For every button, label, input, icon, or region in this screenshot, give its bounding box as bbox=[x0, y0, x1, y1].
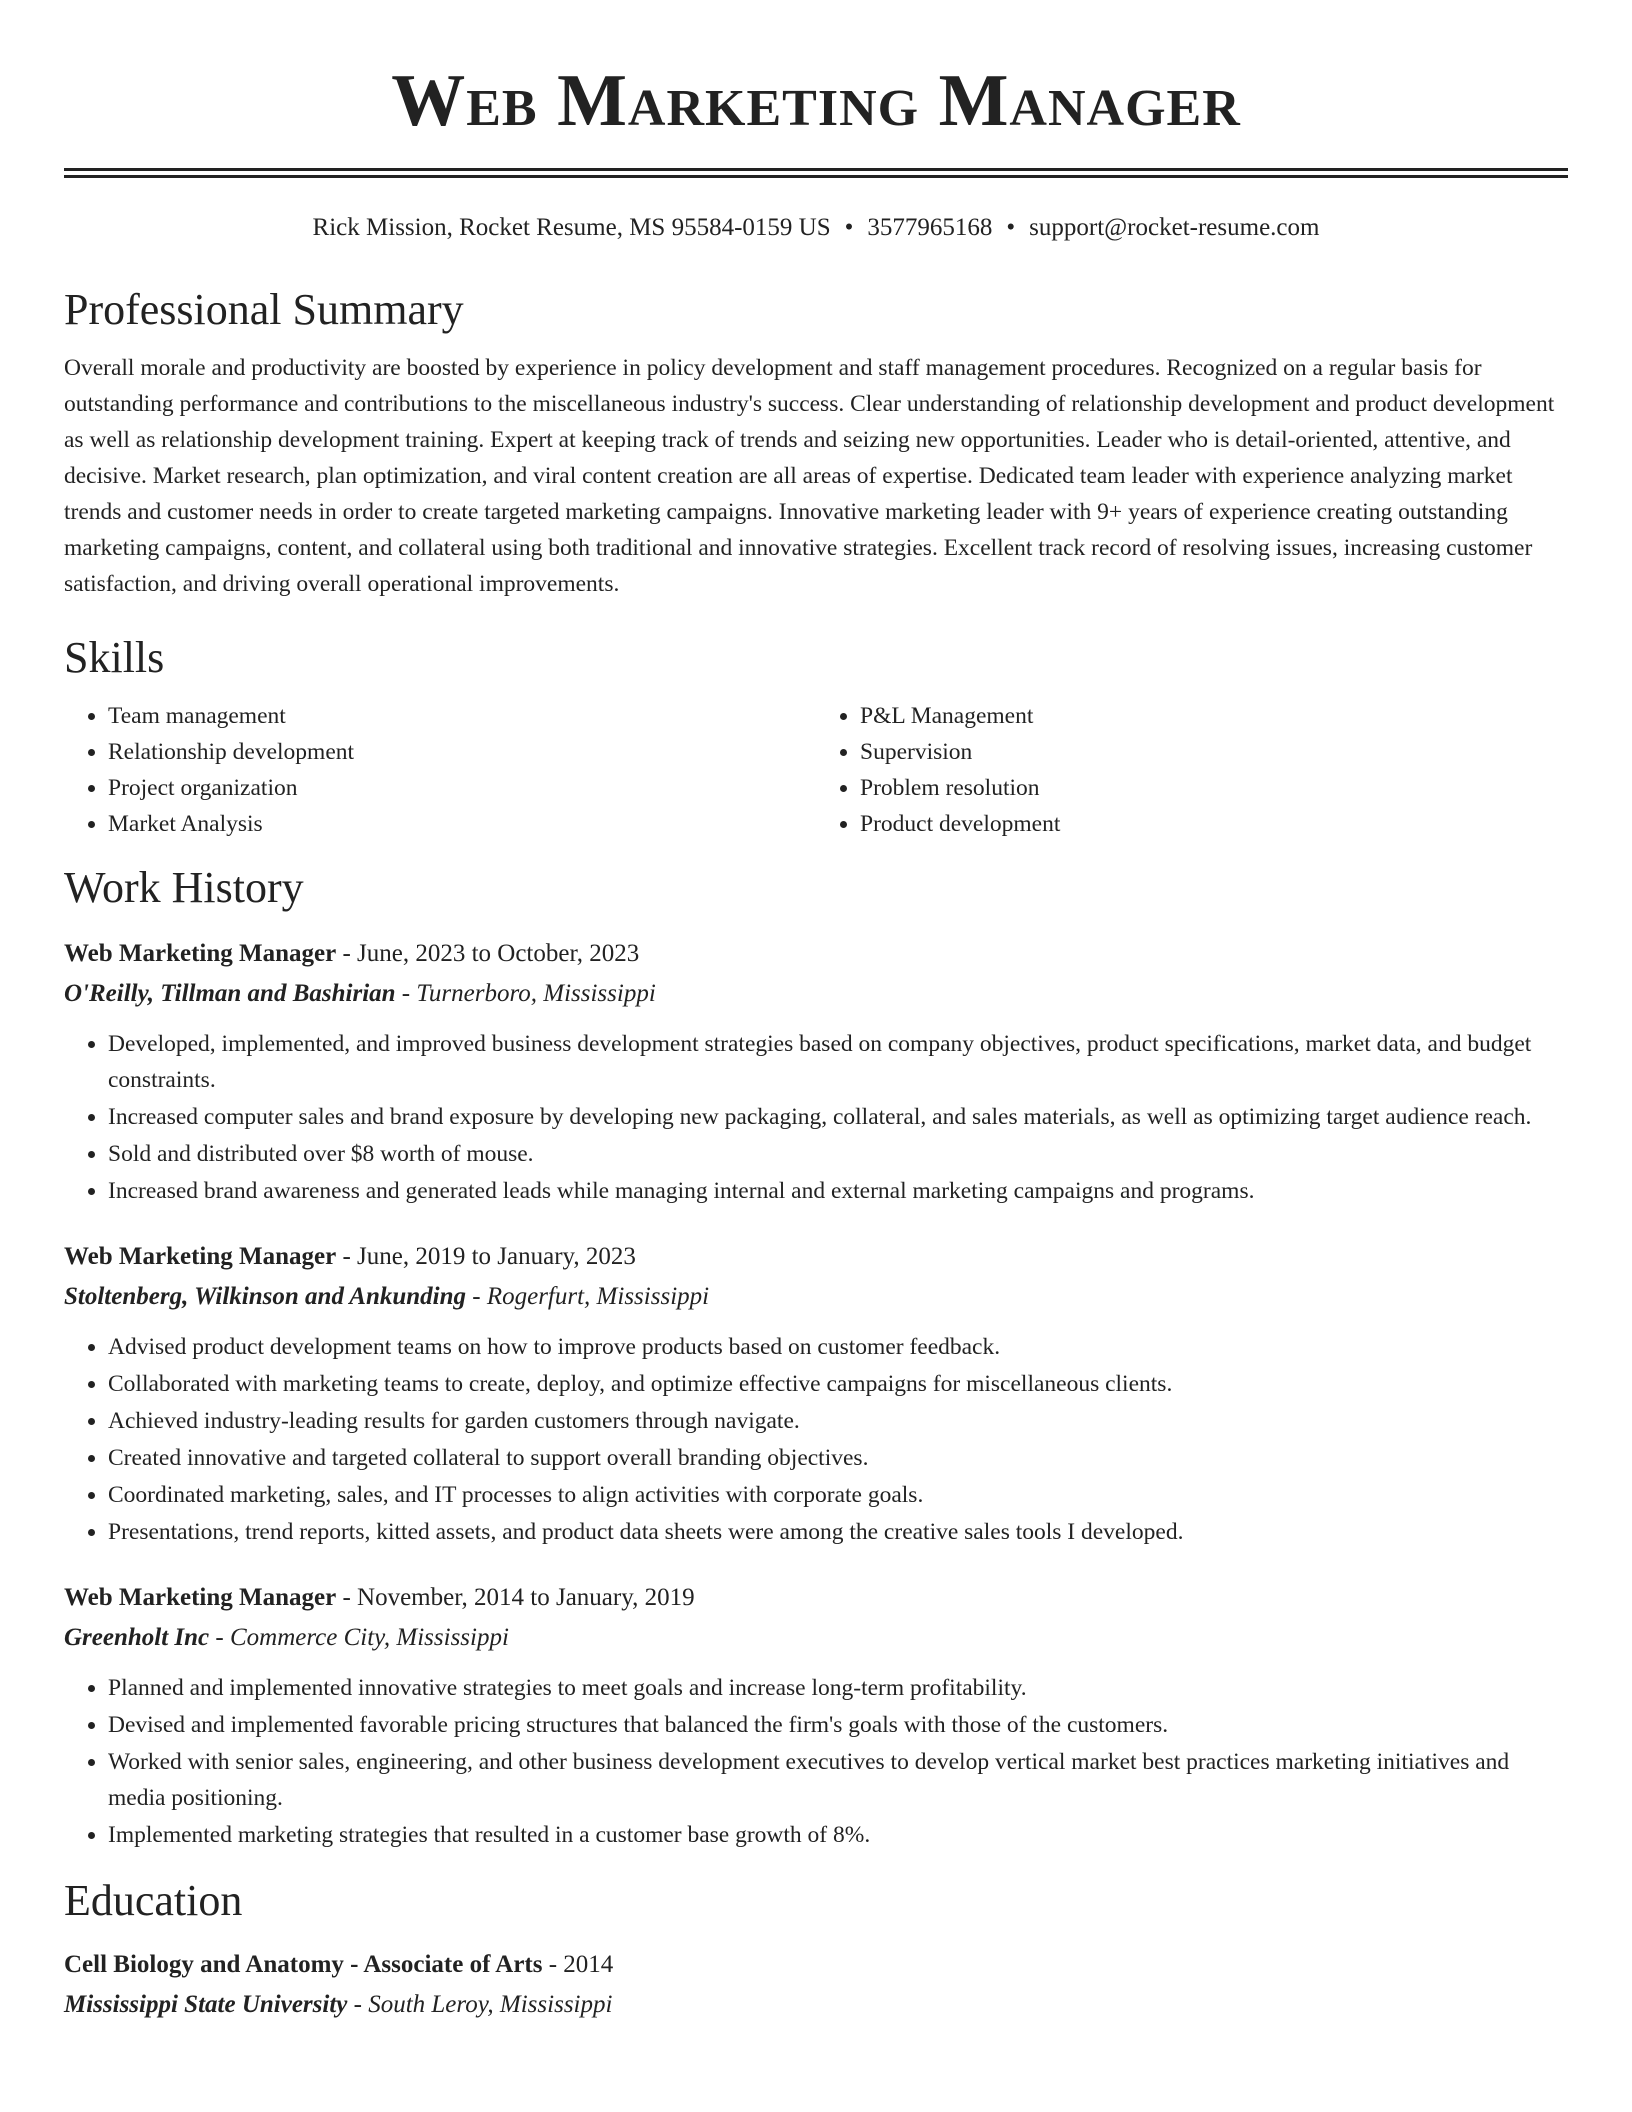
skills-list bbox=[64, 698, 1568, 842]
contact-separator: • bbox=[844, 214, 854, 241]
job-bullet: • Presentations, trend reports, kitted assets, and product data sheets were among the creative sales tools I developed. bbox=[108, 1514, 1568, 1550]
degree: Cell Biology and Anatomy - Associate of Arts bbox=[64, 1951, 543, 1978]
education-heading: Education bbox=[64, 1876, 243, 1925]
summary-text: Overall morale and productivity are boosted by experience in policy development and staff management procedures. Recognized on a regular basis for outstanding performance and contributions to the miscellaneous industry's success. Clear understanding of relationship development and product development as well as relationship development training. Expert at keeping track of trends and seizing new opportunities. Leader who is detail-oriented, attentive, and decisive. Market research, plan optimization, and viral content creation are all areas of expertise. Dedicated team leader with experience analyzing market trends and customer needs in order to create targeted marketing campaigns. Innovative marketing leader with 9+ years of experience creating outstanding marketing campaigns, content, and collateral using both traditional and innovative strategies. Excellent track record of resolving issues, increasing customer satisfaction, and driving overall operational improvements. bbox=[64, 355, 1555, 597]
job-company: O'Reilly, Tillman and Bashirian bbox=[64, 980, 396, 1007]
job-title: Web Marketing Manager bbox=[64, 1243, 337, 1270]
skills-column-left bbox=[64, 698, 816, 842]
job-dates: - June, 2019 to January, 2023 bbox=[336, 1243, 636, 1270]
contact-email: support@rocket-resume.com bbox=[1029, 214, 1320, 241]
summary-heading: Professional Summary bbox=[64, 285, 464, 334]
title-divider bbox=[64, 168, 1568, 178]
skills-heading: Skills bbox=[64, 633, 165, 682]
skill-item: • Project organization bbox=[108, 770, 816, 806]
job-location: - Rogerfurt, Mississippi bbox=[466, 1283, 710, 1310]
job-bullet: • Achieved industry-leading results for garden customers through navigate. bbox=[108, 1403, 1568, 1439]
skills-column-right bbox=[816, 698, 1568, 842]
job-company: Greenholt Inc bbox=[64, 1624, 210, 1651]
job-bullet: • Sold and distributed over $8 worth of mouse. bbox=[108, 1136, 1568, 1172]
job-location: - Commerce City, Mississippi bbox=[209, 1624, 509, 1651]
job-bullet: • Advised product development teams on how to improve products based on customer feedback. bbox=[108, 1329, 1568, 1365]
job-entry bbox=[64, 936, 1568, 1209]
degree-year: - 2014 bbox=[542, 1951, 614, 1978]
job-bullet: • Collaborated with marketing teams to create, deploy, and optimize effective campaigns for miscellaneous clients. bbox=[108, 1366, 1568, 1402]
job-bullet: • Coordinated marketing, sales, and IT processes to align activities with corporate goals. bbox=[108, 1477, 1568, 1513]
contact-address: Rick Mission, Rocket Resume, MS 95584-0159 US bbox=[312, 214, 831, 241]
skill-item: • Team management bbox=[108, 698, 816, 734]
job-title: Web Marketing Manager bbox=[64, 940, 337, 967]
skill-item: • P&L Management bbox=[860, 698, 1568, 734]
job-company: Stoltenberg, Wilkinson and Ankunding bbox=[64, 1283, 467, 1310]
resume-title: Web Marketing Manager bbox=[391, 60, 1241, 142]
job-bullet: • Increased brand awareness and generated leads while managing internal and external marketing campaigns and programs. bbox=[108, 1173, 1568, 1209]
job-bullet: • Created innovative and targeted collateral to support overall branding objectives. bbox=[108, 1440, 1568, 1476]
job-bullet: • Devised and implemented favorable pricing structures that balanced the firm's goals with those of the customers. bbox=[108, 1707, 1568, 1743]
job-org-line bbox=[64, 1620, 1568, 1656]
degree-line bbox=[64, 1947, 1568, 1983]
school-line bbox=[64, 1987, 1568, 2023]
work-history-heading: Work History bbox=[64, 863, 304, 912]
skill-item: • Market Analysis bbox=[108, 806, 816, 842]
skill-item: • Relationship development bbox=[108, 734, 816, 770]
school-location: - South Leroy, Mississippi bbox=[347, 1991, 613, 2018]
job-bullet: • Worked with senior sales, engineering, and other business development executives to develop vertical market best practices marketing initiatives and media positioning. bbox=[108, 1744, 1568, 1816]
job-dates: - June, 2023 to October, 2023 bbox=[336, 940, 640, 967]
education-entry bbox=[64, 1947, 1568, 2023]
job-bullet: • Planned and implemented innovative strategies to meet goals and increase long-term profitability. bbox=[108, 1670, 1568, 1706]
job-title-line bbox=[64, 1580, 1568, 1616]
contact-phone: 3577965168 bbox=[867, 214, 993, 241]
job-dates: - November, 2014 to January, 2019 bbox=[336, 1584, 695, 1611]
school-name: Mississippi State University bbox=[64, 1991, 348, 2018]
job-entry bbox=[64, 1580, 1568, 1853]
job-title-line bbox=[64, 936, 1568, 972]
job-bullet: • Developed, implemented, and improved business development strategies based on company objectives, product specifications, market data, and budget constraints. bbox=[108, 1026, 1568, 1098]
job-bullets bbox=[64, 1329, 1568, 1550]
skill-item: • Problem resolution bbox=[860, 770, 1568, 806]
contact-line bbox=[64, 212, 1568, 244]
job-title: Web Marketing Manager bbox=[64, 1584, 337, 1611]
skill-item: • Product development bbox=[860, 806, 1568, 842]
job-title-line bbox=[64, 1239, 1568, 1275]
contact-separator: • bbox=[1006, 214, 1016, 241]
job-org-line bbox=[64, 1279, 1568, 1315]
job-org-line bbox=[64, 976, 1568, 1012]
job-bullet: • Increased computer sales and brand exposure by developing new packaging, collateral, and sales materials, as well as optimizing target audience reach. bbox=[108, 1099, 1568, 1135]
job-location: - Turnerboro, Mississippi bbox=[395, 980, 656, 1007]
job-bullet: • Implemented marketing strategies that resulted in a customer base growth of 8%. bbox=[108, 1817, 1568, 1853]
job-entry bbox=[64, 1239, 1568, 1550]
job-bullets bbox=[64, 1026, 1568, 1209]
job-bullets bbox=[64, 1670, 1568, 1853]
skill-item: • Supervision bbox=[860, 734, 1568, 770]
